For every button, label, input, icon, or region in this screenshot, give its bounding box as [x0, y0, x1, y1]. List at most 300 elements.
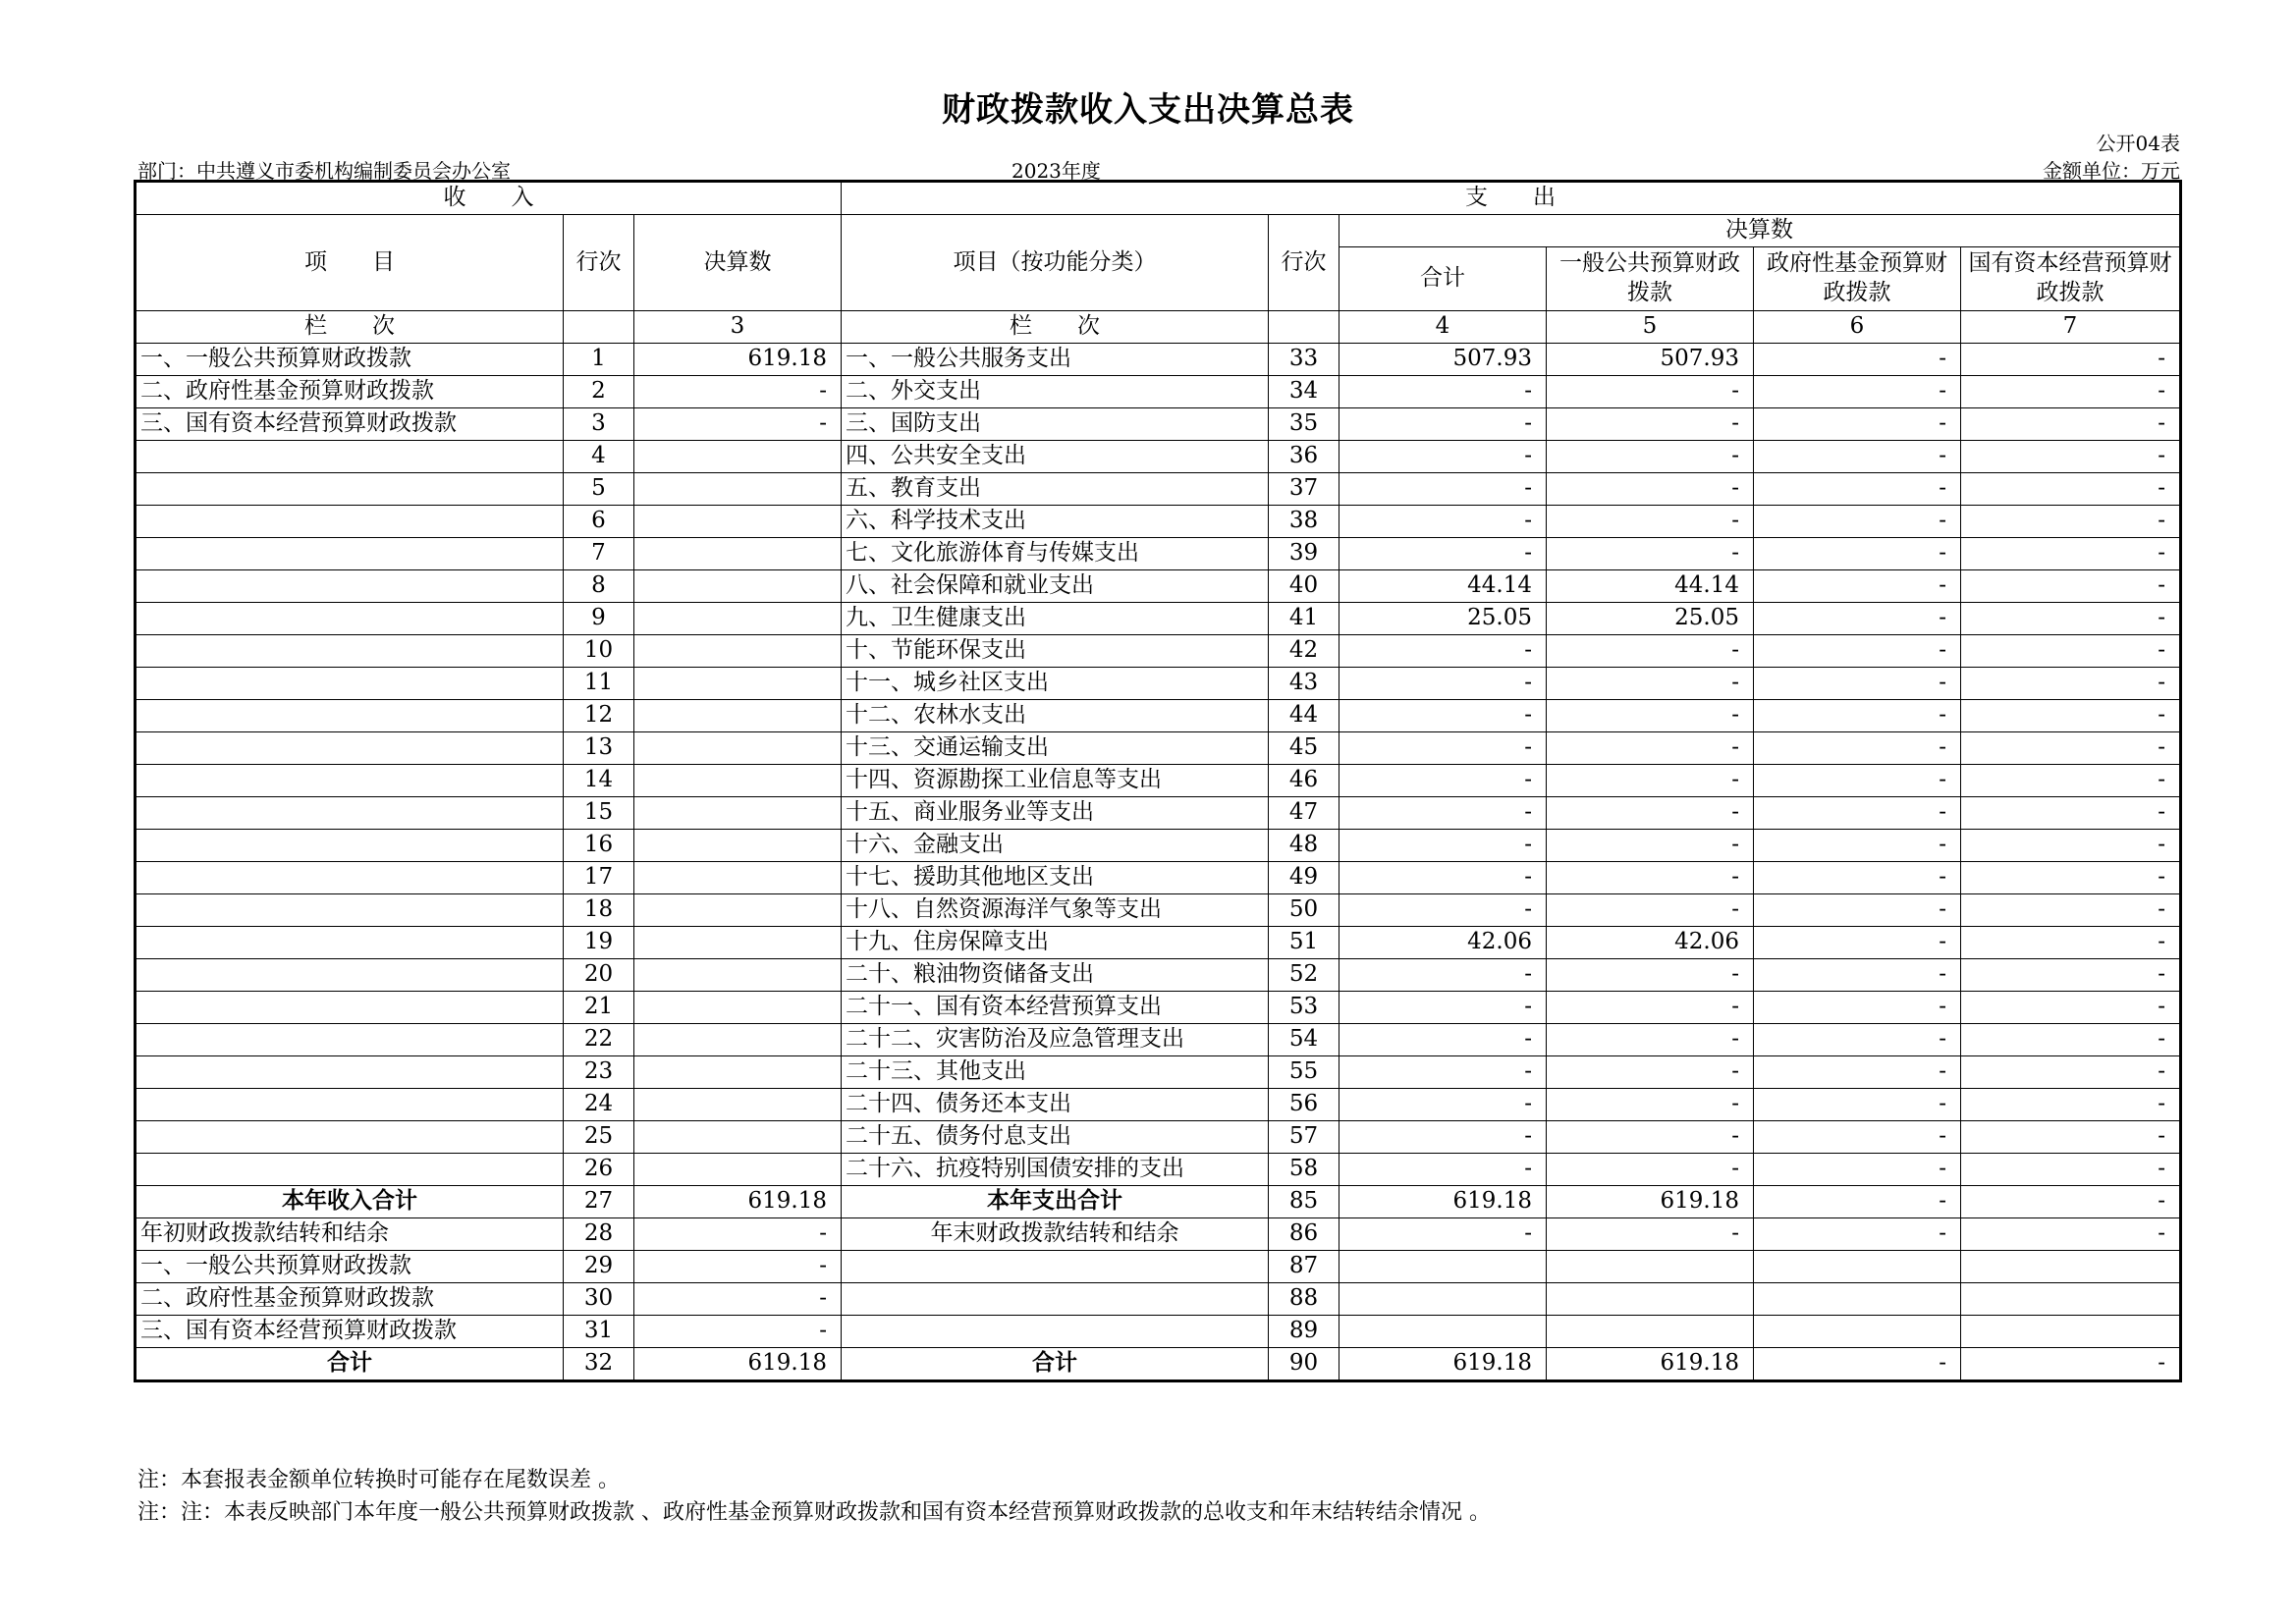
expense-item-cell: 十二、农林水支出 — [842, 700, 1269, 732]
income-row-no-cell: 24 — [564, 1089, 634, 1121]
expense-row-no-cell: 35 — [1269, 408, 1339, 441]
total-cell: - — [1339, 441, 1547, 473]
state-capital-cell: - — [1961, 668, 2181, 700]
general-budget-cell: - — [1547, 668, 1754, 700]
income-item-cell — [136, 862, 564, 894]
state-capital-cell: - — [1961, 830, 2181, 862]
income-row-no-cell: 29 — [564, 1251, 634, 1283]
income-item-cell — [136, 441, 564, 473]
total-cell: 619.18 — [1339, 1186, 1547, 1218]
expense-item-cell: 二十五、债务付息支出 — [842, 1121, 1269, 1154]
state-capital-cell: - — [1961, 1348, 2181, 1381]
expense-row-no-cell: 86 — [1269, 1218, 1339, 1251]
form-code: 公开04表 — [2096, 132, 2180, 155]
expense-row-no-cell: 56 — [1269, 1089, 1339, 1121]
expense-item-cell: 二十一、国有资本经营预算支出 — [842, 992, 1269, 1024]
income-amount-cell — [634, 506, 842, 538]
expense-item-cell: 十五、商业服务业等支出 — [842, 797, 1269, 830]
gov-fund-cell: - — [1754, 635, 1961, 668]
general-budget-cell: - — [1547, 1056, 1754, 1089]
income-row-no-cell: 11 — [564, 668, 634, 700]
expense-item-cell: 十三、交通运输支出 — [842, 732, 1269, 765]
general-budget-cell — [1547, 1316, 1754, 1348]
income-row-no-cell: 18 — [564, 894, 634, 927]
expense-item-cell: 十九、住房保障支出 — [842, 927, 1269, 959]
total-cell: - — [1339, 668, 1547, 700]
income-row-no-cell: 28 — [564, 1218, 634, 1251]
expense-item-cell: 十八、自然资源海洋气象等支出 — [842, 894, 1269, 927]
income-amount-cell — [634, 668, 842, 700]
income-item-cell: 二、政府性基金预算财政拨款 — [136, 1283, 564, 1316]
income-item-cell — [136, 538, 564, 570]
gov-fund-cell: - — [1754, 538, 1961, 570]
table-row — [136, 1154, 2181, 1186]
header-row-top — [136, 215, 2181, 247]
gov-fund-cell: - — [1754, 1089, 1961, 1121]
gov-fund-cell — [1754, 1316, 1961, 1348]
state-capital-cell: - — [1961, 700, 2181, 732]
expense-item-cell: 三、国防支出 — [842, 408, 1269, 441]
expense-row-no-cell: 88 — [1269, 1283, 1339, 1316]
income-item-cell — [136, 1154, 564, 1186]
state-capital-cell: - — [1961, 732, 2181, 765]
income-row-no-cell: 2 — [564, 376, 634, 408]
income-row-no-cell: 13 — [564, 732, 634, 765]
income-item-cell — [136, 894, 564, 927]
income-amount-cell — [634, 1056, 842, 1089]
expense-item-cell — [842, 1316, 1269, 1348]
expense-item-cell: 八、社会保障和就业支出 — [842, 570, 1269, 603]
state-capital-cell: - — [1961, 1056, 2181, 1089]
income-amount-cell — [634, 441, 842, 473]
gov-fund-cell: - — [1754, 1024, 1961, 1056]
income-item-cell — [136, 473, 564, 506]
total-cell: - — [1339, 894, 1547, 927]
expense-item-cell: 年末财政拨款结转和结余 — [842, 1218, 1269, 1251]
income-row-no-cell: 21 — [564, 992, 634, 1024]
general-budget-cell: - — [1547, 1089, 1754, 1121]
column-number-6: 6 — [1754, 311, 1961, 344]
total-cell: - — [1339, 635, 1547, 668]
table-row — [136, 408, 2181, 441]
table-row — [136, 441, 2181, 473]
income-amount-cell: 619.18 — [634, 344, 842, 376]
total-cell: - — [1339, 376, 1547, 408]
income-amount-cell: - — [634, 408, 842, 441]
column-number-3: 3 — [634, 311, 842, 344]
gov-fund-cell: - — [1754, 1186, 1961, 1218]
gov-fund-cell: - — [1754, 959, 1961, 992]
gov-fund-cell: - — [1754, 797, 1961, 830]
income-row-no-cell: 23 — [564, 1056, 634, 1089]
expense-item-cell: 二十四、债务还本支出 — [842, 1089, 1269, 1121]
income-item-cell: 三、国有资本经营预算财政拨款 — [136, 408, 564, 441]
general-budget-cell: - — [1547, 441, 1754, 473]
state-capital-cell: - — [1961, 441, 2181, 473]
expense-row-no-cell: 41 — [1269, 603, 1339, 635]
gov-fund-cell: - — [1754, 1121, 1961, 1154]
gov-fund-cell: - — [1754, 1154, 1961, 1186]
expense-row-no-cell: 39 — [1269, 538, 1339, 570]
note-scope: 注：注：本表反映部门本年度一般公共预算财政拨款 、政府性基金预算财政拨款和国有资本经营预算财政拨款的总收支和年末结转结余情况 。 — [137, 1500, 1491, 1525]
state-capital-cell — [1961, 1251, 2181, 1283]
general-budget-cell: - — [1547, 506, 1754, 538]
state-capital-cell: - — [1961, 765, 2181, 797]
gov-fund-cell: - — [1754, 732, 1961, 765]
state-capital-cell: - — [1961, 344, 2181, 376]
expense-row-no-cell: 46 — [1269, 765, 1339, 797]
expense-item-cell: 合计 — [842, 1348, 1269, 1381]
total-cell: - — [1339, 1218, 1547, 1251]
gov-fund-cell: - — [1754, 700, 1961, 732]
total-cell — [1339, 1283, 1547, 1316]
income-row-no-cell: 19 — [564, 927, 634, 959]
column-number-5: 5 — [1547, 311, 1754, 344]
total-cell: - — [1339, 1121, 1547, 1154]
state-capital-cell: - — [1961, 408, 2181, 441]
total-cell: - — [1339, 506, 1547, 538]
income-item-cell — [136, 732, 564, 765]
total-cell: - — [1339, 992, 1547, 1024]
total-cell: - — [1339, 538, 1547, 570]
table-row — [136, 506, 2181, 538]
expense-item-cell: 七、文化旅游体育与传媒支出 — [842, 538, 1269, 570]
income-amount-cell — [634, 473, 842, 506]
income-item-cell: 本年收入合计 — [136, 1186, 564, 1218]
budget-summary-table — [134, 180, 2182, 1382]
income-row-no-cell: 26 — [564, 1154, 634, 1186]
table-row — [136, 862, 2181, 894]
income-amount-cell: - — [634, 1251, 842, 1283]
final-amount-header: 决算数 — [1339, 215, 2181, 247]
table-row — [136, 732, 2181, 765]
general-budget-cell: - — [1547, 1218, 1754, 1251]
total-cell: - — [1339, 862, 1547, 894]
expense-row-no-cell: 55 — [1269, 1056, 1339, 1089]
gov-fund-cell: - — [1754, 570, 1961, 603]
expense-item-cell: 二十、粮油物资储备支出 — [842, 959, 1269, 992]
income-item-cell — [136, 927, 564, 959]
income-amount-cell — [634, 1121, 842, 1154]
table-row — [136, 1251, 2181, 1283]
table-row — [136, 1283, 2181, 1316]
expense-row-no-cell: 87 — [1269, 1251, 1339, 1283]
table-row — [136, 1316, 2181, 1348]
income-amount-cell — [634, 570, 842, 603]
general-budget-cell: - — [1547, 1121, 1754, 1154]
general-budget-cell: 619.18 — [1547, 1348, 1754, 1381]
income-item-cell: 一、一般公共预算财政拨款 — [136, 1251, 564, 1283]
expense-row-no-cell: 37 — [1269, 473, 1339, 506]
table-row — [136, 603, 2181, 635]
income-row-no-cell: 32 — [564, 1348, 634, 1381]
table-row — [136, 344, 2181, 376]
state-capital-cell: - — [1961, 1024, 2181, 1056]
income-row-no-cell: 27 — [564, 1186, 634, 1218]
income-amount-cell — [634, 732, 842, 765]
income-row-no-cell: 17 — [564, 862, 634, 894]
income-item-cell — [136, 635, 564, 668]
total-cell: - — [1339, 1089, 1547, 1121]
state-capital-cell: - — [1961, 1154, 2181, 1186]
expense-item-header: 项目（按功能分类） — [842, 215, 1269, 311]
income-item-cell — [136, 570, 564, 603]
total-cell: - — [1339, 700, 1547, 732]
income-amount-cell: - — [634, 1316, 842, 1348]
state-capital-cell: - — [1961, 1186, 2181, 1218]
expense-row-no-cell: 49 — [1269, 862, 1339, 894]
income-item-cell — [136, 1089, 564, 1121]
state-capital-cell: - — [1961, 797, 2181, 830]
general-budget-header: 一般公共预算财政拨款 — [1547, 247, 1754, 311]
total-cell: 507.93 — [1339, 344, 1547, 376]
income-item-cell — [136, 765, 564, 797]
income-amount-cell — [634, 992, 842, 1024]
gov-fund-cell: - — [1754, 441, 1961, 473]
table-row — [136, 1089, 2181, 1121]
general-budget-cell — [1547, 1251, 1754, 1283]
expense-item-cell: 九、卫生健康支出 — [842, 603, 1269, 635]
gov-fund-cell: - — [1754, 603, 1961, 635]
income-row-no-cell: 22 — [564, 1024, 634, 1056]
total-cell — [1339, 1251, 1547, 1283]
total-cell: - — [1339, 732, 1547, 765]
expense-row-no-cell: 50 — [1269, 894, 1339, 927]
table-row — [136, 668, 2181, 700]
gov-fund-cell: - — [1754, 894, 1961, 927]
expense-row-no-cell: 34 — [1269, 376, 1339, 408]
table-row — [136, 1348, 2181, 1381]
state-capital-cell: - — [1961, 1089, 2181, 1121]
expense-row-no-cell: 57 — [1269, 1121, 1339, 1154]
table-row — [136, 927, 2181, 959]
total-cell: - — [1339, 959, 1547, 992]
income-row-no-cell: 8 — [564, 570, 634, 603]
income-row-no-cell: 20 — [564, 959, 634, 992]
income-amount-cell — [634, 538, 842, 570]
state-capital-cell: - — [1961, 603, 2181, 635]
table-row — [136, 959, 2181, 992]
income-amount-cell — [634, 830, 842, 862]
income-item-cell: 二、政府性基金预算财政拨款 — [136, 376, 564, 408]
gov-fund-cell: - — [1754, 765, 1961, 797]
income-amount-cell — [634, 797, 842, 830]
expense-item-cell: 二十六、抗疫特别国债安排的支出 — [842, 1154, 1269, 1186]
income-amount-cell — [634, 1089, 842, 1121]
income-amount-cell: - — [634, 1218, 842, 1251]
income-row-no-cell: 7 — [564, 538, 634, 570]
general-budget-cell: 507.93 — [1547, 344, 1754, 376]
general-budget-cell: 44.14 — [1547, 570, 1754, 603]
expense-item-cell: 十一、城乡社区支出 — [842, 668, 1269, 700]
income-amount-cell — [634, 1024, 842, 1056]
income-item-cell — [136, 992, 564, 1024]
table-row — [136, 797, 2181, 830]
column-number-row — [136, 311, 2181, 344]
income-item-cell — [136, 830, 564, 862]
expense-item-cell: 十七、援助其他地区支出 — [842, 862, 1269, 894]
state-capital-cell: - — [1961, 1218, 2181, 1251]
general-budget-cell: - — [1547, 635, 1754, 668]
general-budget-cell: - — [1547, 765, 1754, 797]
income-row-no-cell: 1 — [564, 344, 634, 376]
income-amount-cell: 619.18 — [634, 1186, 842, 1218]
general-budget-cell: - — [1547, 473, 1754, 506]
income-item-cell: 三、国有资本经营预算财政拨款 — [136, 1316, 564, 1348]
table-row — [136, 1024, 2181, 1056]
gov-fund-cell: - — [1754, 1348, 1961, 1381]
total-cell: 619.18 — [1339, 1348, 1547, 1381]
total-cell: - — [1339, 1056, 1547, 1089]
state-capital-cell: - — [1961, 538, 2181, 570]
income-group-header: 收 入 — [136, 182, 842, 215]
general-budget-cell: - — [1547, 1024, 1754, 1056]
income-amount-cell: - — [634, 1283, 842, 1316]
state-capital-cell: - — [1961, 506, 2181, 538]
column-label-blank — [564, 311, 634, 344]
total-cell: - — [1339, 1024, 1547, 1056]
income-item-cell: 合计 — [136, 1348, 564, 1381]
expense-item-cell: 一、一般公共服务支出 — [842, 344, 1269, 376]
gov-fund-cell — [1754, 1283, 1961, 1316]
income-amount-cell — [634, 603, 842, 635]
state-capital-cell: - — [1961, 992, 2181, 1024]
expense-item-cell: 本年支出合计 — [842, 1186, 1269, 1218]
gov-fund-cell: - — [1754, 927, 1961, 959]
table-row — [136, 700, 2181, 732]
general-budget-cell: 25.05 — [1547, 603, 1754, 635]
general-budget-cell: - — [1547, 959, 1754, 992]
expense-item-cell: 六、科学技术支出 — [842, 506, 1269, 538]
income-amount-header: 决算数 — [634, 215, 842, 311]
income-row-no-cell: 10 — [564, 635, 634, 668]
total-cell: 25.05 — [1339, 603, 1547, 635]
department-label: 部门：中共遵义市委机构编制委员会办公室 — [137, 159, 511, 183]
expense-item-cell: 十六、金融支出 — [842, 830, 1269, 862]
table-row — [136, 635, 2181, 668]
income-amount-cell — [634, 635, 842, 668]
column-label-blank — [1269, 311, 1339, 344]
expense-row-no-cell: 38 — [1269, 506, 1339, 538]
expense-row-no-cell: 58 — [1269, 1154, 1339, 1186]
column-label: 栏 次 — [136, 311, 564, 344]
income-row-no-cell: 14 — [564, 765, 634, 797]
income-amount-cell — [634, 862, 842, 894]
gov-fund-cell: - — [1754, 506, 1961, 538]
table-row — [136, 894, 2181, 927]
total-cell — [1339, 1316, 1547, 1348]
table-row — [136, 538, 2181, 570]
general-budget-cell: 42.06 — [1547, 927, 1754, 959]
state-capital-cell: - — [1961, 1121, 2181, 1154]
expense-row-no-cell: 89 — [1269, 1316, 1339, 1348]
header-row-groups — [136, 182, 2181, 215]
gov-fund-cell: - — [1754, 1218, 1961, 1251]
table-row — [136, 830, 2181, 862]
income-amount-cell: - — [634, 376, 842, 408]
gov-fund-header: 政府性基金预算财政拨款 — [1754, 247, 1961, 311]
state-capital-cell: - — [1961, 862, 2181, 894]
expense-item-cell: 十、节能环保支出 — [842, 635, 1269, 668]
expense-item-cell: 十四、资源勘探工业信息等支出 — [842, 765, 1269, 797]
general-budget-cell: - — [1547, 700, 1754, 732]
table-row — [136, 765, 2181, 797]
income-amount-cell — [634, 959, 842, 992]
expense-item-cell: 二十三、其他支出 — [842, 1056, 1269, 1089]
income-row-no-cell: 15 — [564, 797, 634, 830]
gov-fund-cell: - — [1754, 473, 1961, 506]
gov-fund-cell: - — [1754, 1056, 1961, 1089]
total-cell: - — [1339, 797, 1547, 830]
income-item-cell — [136, 1121, 564, 1154]
table-row — [136, 1121, 2181, 1154]
column-label-expense: 栏 次 — [842, 311, 1269, 344]
general-budget-cell: - — [1547, 894, 1754, 927]
total-header: 合计 — [1339, 247, 1547, 311]
amount-unit: 金额单位：万元 — [2043, 159, 2180, 183]
table-row — [136, 1056, 2181, 1089]
income-item-cell — [136, 797, 564, 830]
expense-group-header: 支 出 — [842, 182, 2181, 215]
income-row-no-cell: 6 — [564, 506, 634, 538]
table-row — [136, 473, 2181, 506]
income-row-no-cell: 4 — [564, 441, 634, 473]
income-item-header: 项 目 — [136, 215, 564, 311]
general-budget-cell: 619.18 — [1547, 1186, 1754, 1218]
state-capital-cell: - — [1961, 959, 2181, 992]
income-amount-cell — [634, 700, 842, 732]
general-budget-cell: - — [1547, 862, 1754, 894]
gov-fund-cell — [1754, 1251, 1961, 1283]
expense-item-cell: 四、公共安全支出 — [842, 441, 1269, 473]
column-number-4: 4 — [1339, 311, 1547, 344]
table-row — [136, 376, 2181, 408]
expense-row-no-cell: 42 — [1269, 635, 1339, 668]
general-budget-cell: - — [1547, 1154, 1754, 1186]
general-budget-cell: - — [1547, 376, 1754, 408]
fiscal-year: 2023年度 — [1011, 159, 1101, 183]
income-row-no-cell: 25 — [564, 1121, 634, 1154]
expense-row-no-cell: 36 — [1269, 441, 1339, 473]
total-cell: 44.14 — [1339, 570, 1547, 603]
income-item-cell: 一、一般公共预算财政拨款 — [136, 344, 564, 376]
income-row-no-cell: 5 — [564, 473, 634, 506]
income-row-no-cell: 16 — [564, 830, 634, 862]
expense-item-cell — [842, 1251, 1269, 1283]
total-cell: 42.06 — [1339, 927, 1547, 959]
expense-row-no-cell: 48 — [1269, 830, 1339, 862]
income-amount-cell — [634, 894, 842, 927]
expense-row-no-cell: 40 — [1269, 570, 1339, 603]
expense-row-no-cell: 52 — [1269, 959, 1339, 992]
general-budget-cell — [1547, 1283, 1754, 1316]
expense-item-cell: 二、外交支出 — [842, 376, 1269, 408]
gov-fund-cell: - — [1754, 992, 1961, 1024]
column-number-7: 7 — [1961, 311, 2181, 344]
state-capital-cell — [1961, 1316, 2181, 1348]
gov-fund-cell: - — [1754, 830, 1961, 862]
income-item-cell — [136, 603, 564, 635]
gov-fund-cell: - — [1754, 668, 1961, 700]
state-capital-cell — [1961, 1283, 2181, 1316]
gov-fund-cell: - — [1754, 408, 1961, 441]
expense-row-no-cell: 43 — [1269, 668, 1339, 700]
income-amount-cell: 619.18 — [634, 1348, 842, 1381]
income-item-cell — [136, 506, 564, 538]
expense-row-no-cell: 51 — [1269, 927, 1339, 959]
income-row-no-cell: 9 — [564, 603, 634, 635]
income-item-cell: 年初财政拨款结转和结余 — [136, 1218, 564, 1251]
